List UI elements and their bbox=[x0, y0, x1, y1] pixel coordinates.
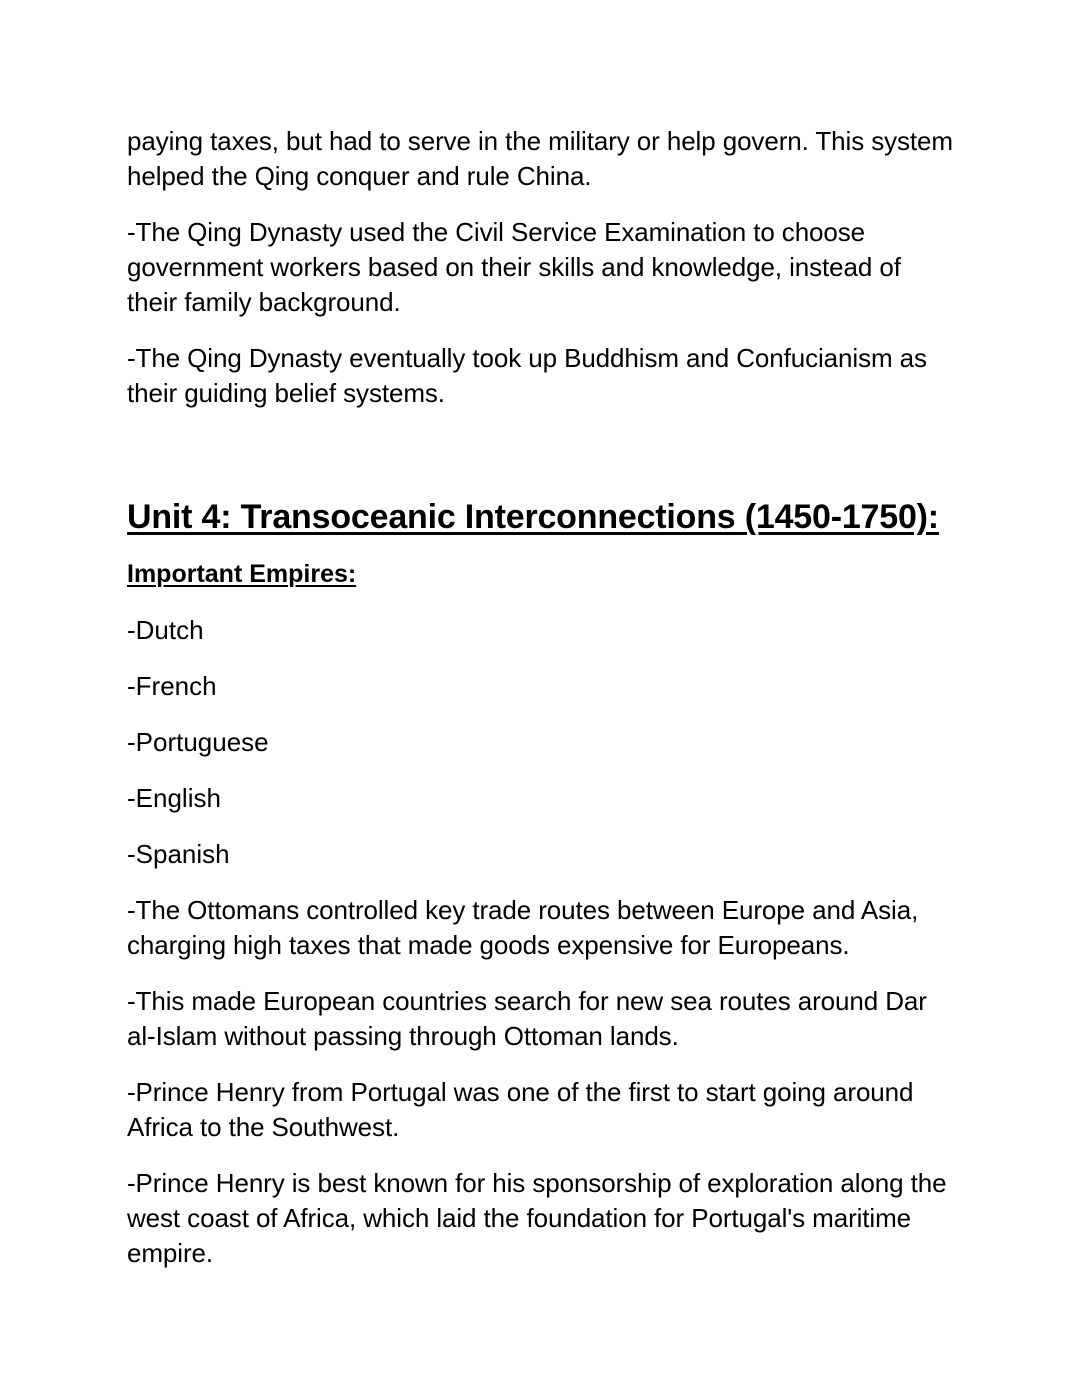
empires-list bbox=[127, 613, 957, 872]
unit-heading: Unit 4: Transoceanic Interconnections (1450-1750): bbox=[127, 498, 939, 536]
paragraph-prince-henry-africa: -Prince Henry from Portugal was one of the first to start going around Africa to the Southwest. bbox=[127, 1077, 914, 1142]
empire-item-portuguese: -Portuguese bbox=[127, 727, 269, 757]
paragraph-qing-belief-systems: -The Qing Dynasty eventually took up Buddhism and Confucianism as their guiding belief systems. bbox=[127, 343, 927, 408]
paragraph-new-sea-routes: -This made European countries search for new sea routes around Dar al-Islam without passing through Ottoman lands. bbox=[127, 986, 927, 1051]
document-page bbox=[127, 124, 957, 1292]
empire-item-dutch: -Dutch bbox=[127, 615, 204, 645]
paragraph-civil-service-exam: -The Qing Dynasty used the Civil Service Examination to choose government workers based on their skills and knowledge, instead of their family background. bbox=[127, 217, 901, 317]
paragraph-prince-henry-sponsorship: -Prince Henry is best known for his sponsorship of exploration along the west coast of Africa, which laid the foundation for Portugal's maritime empire. bbox=[127, 1168, 947, 1268]
paragraph-ottoman-trade-routes: -The Ottomans controlled key trade routes between Europe and Asia, charging high taxes that made goods expensive for Europeans. bbox=[127, 895, 919, 960]
empire-item-french: -French bbox=[127, 671, 217, 701]
important-empires-heading: Important Empires: bbox=[127, 560, 357, 588]
empire-item-english: -English bbox=[127, 783, 221, 813]
paragraph-qing-military-system: paying taxes, but had to serve in the military or help govern. This system helped the Qing conquer and rule China. bbox=[127, 126, 953, 191]
empire-item-spanish: -Spanish bbox=[127, 839, 230, 869]
